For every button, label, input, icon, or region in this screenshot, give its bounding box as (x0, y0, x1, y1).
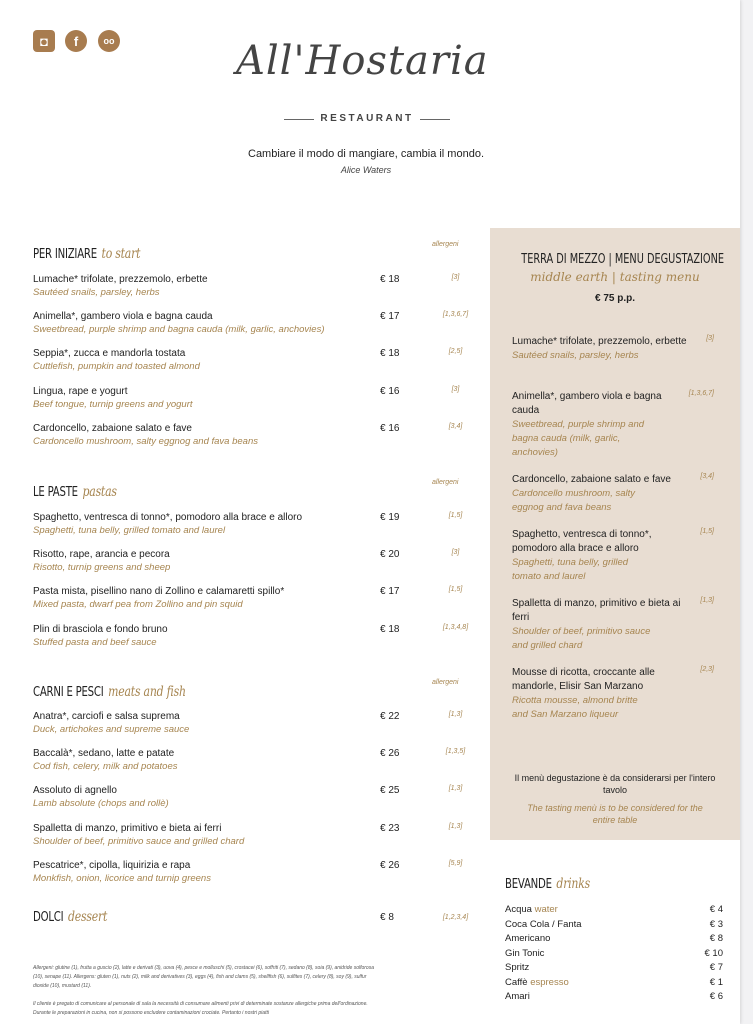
drink-name-it: Coca Cola / Fanta (505, 918, 582, 930)
tasting-dish-allergens: [2,3] (700, 666, 714, 673)
drink-name (505, 962, 529, 973)
quote: Cambiare il modo di mangiare, cambia il mondo. (248, 148, 484, 160)
menu-item (33, 274, 473, 298)
drinks-title: BEVANDE (505, 877, 552, 892)
section-title: LE PASTE (33, 485, 78, 500)
tasting-subtitle: middle earth | tasting menu (530, 270, 700, 284)
dish-allergens: [1,3] (448, 785, 463, 792)
dish-name-en: Cardoncello mushroom, salty eggnog and fava beans (33, 436, 258, 447)
dish-name-en: Risotto, turnip greens and sheep (33, 562, 171, 573)
tasting-dish-it: Lumache* trifolate, prezzemolo, erbette (512, 336, 687, 347)
dish-price: € 18 (380, 348, 400, 359)
logo-subtitle: RESTAURANT (284, 113, 450, 124)
menu-item (33, 386, 473, 410)
dish-allergens: [3] (451, 274, 460, 281)
section-heading (33, 684, 186, 700)
dish-allergens: [1,3,6,7] (442, 311, 469, 318)
dessert-title-en: dessert (68, 909, 108, 925)
drinks-heading (505, 876, 590, 892)
quote-author: Alice Waters (340, 165, 392, 175)
menu-item (33, 785, 473, 809)
dish-allergens: [1,3] (448, 711, 463, 718)
drink-item (505, 977, 723, 988)
drink-name-it: Acqua (505, 904, 532, 915)
dessert-allergens: [1,2,3,4] (442, 914, 469, 921)
drink-name-en: espresso (530, 976, 569, 988)
dish-price: € 18 (380, 274, 400, 285)
dish-name-en: Beef tongue, turnip greens and yogurt (33, 399, 193, 410)
tasting-title: TERRA DI MEZZO | MENU DEGUSTAZIONE (521, 252, 725, 267)
menu-item (33, 549, 473, 573)
allergens-label: allergeni (432, 241, 459, 248)
dessert-price: € 8 (380, 912, 394, 923)
drink-name (505, 904, 558, 915)
dish-name-en: Duck, artichokes and supreme sauce (33, 724, 190, 735)
dish-name-en: Monkfish, onion, licorice and turnip greens (33, 873, 211, 884)
dish-price: € 22 (380, 711, 400, 722)
tasting-dish-en: Spaghetti, tuna belly, grilled tomato and laurel (512, 557, 629, 582)
drinks-title-en: drinks (556, 876, 590, 892)
dish-name-en: Mixed pasta, dwarf pea from Zollino and pin squid (33, 599, 243, 610)
tasting-dish-en: Sautéed snails, parsley, herbs (512, 350, 639, 361)
menu-item (33, 711, 473, 735)
menu-item (33, 586, 473, 610)
dish-price: € 17 (380, 586, 400, 597)
tasting-dish-it: Animella*, gambero viola e bagna cauda (512, 391, 662, 416)
dish-allergens: [1,5] (448, 586, 463, 593)
menu-item (33, 348, 473, 372)
dish-name-en: Lamb absolute (chops and rollè) (33, 798, 169, 809)
dish-price: € 17 (380, 311, 400, 322)
dish-name-it: Spalletta di manzo, primitivo e bieta ai ferri (33, 823, 222, 834)
dessert-title: DOLCI (33, 910, 64, 925)
tasting-item (512, 473, 722, 515)
dish-allergens: [3] (451, 549, 460, 556)
drink-name-it: Amari (505, 991, 530, 1002)
dish-allergens: [5,9] (448, 860, 463, 867)
dish-name-en: Cod fish, celery, milk and potatoes (33, 761, 178, 772)
drink-name-en: water (534, 904, 558, 915)
dish-name-it: Seppia*, zucca e mandorla tostata (33, 348, 186, 359)
dish-allergens: [1,3] (448, 823, 463, 830)
tasting-note-it: Il menù degustazione è da considerarsi per l'intero tavolo (514, 773, 716, 795)
tasting-dish-allergens: [1,5] (700, 528, 714, 535)
dish-name-it: Animella*, gambero viola e bagna cauda (33, 311, 213, 322)
tasting-price: € 75 p.p. (594, 293, 635, 304)
dish-price: € 26 (380, 748, 400, 759)
dish-price: € 20 (380, 549, 400, 560)
drink-price: € 6 (709, 991, 723, 1002)
allergens-label: allergeni (432, 679, 459, 686)
drink-name (505, 991, 530, 1002)
section-title: CARNI E PESCI (33, 685, 104, 700)
dish-price: € 26 (380, 860, 400, 871)
tasting-dish-en: Shoulder of beef, primitivo sauce and grilled chard (512, 626, 651, 651)
section-title-en: to start (101, 246, 141, 262)
menu-item (33, 512, 473, 536)
drink-price: € 10 (704, 947, 723, 959)
tasting-dish-en: Ricotta mousse, almond britte and San Marzano liqueur (512, 695, 638, 720)
dish-name-en: Sautéed snails, parsley, herbs (33, 287, 160, 298)
facebook-icon[interactable]: f (65, 30, 87, 52)
tasting-item (512, 390, 722, 460)
drink-name (505, 977, 569, 988)
drink-price: € 1 (709, 976, 723, 988)
tasting-item (512, 335, 722, 363)
dish-price: € 16 (380, 386, 400, 397)
dish-name-en: Sweetbread, purple shrimp and bagna cauda (milk, garlic, anchovies) (33, 324, 325, 335)
drink-name (505, 948, 544, 959)
tasting-dish-en: Cardoncello mushroom, salty eggnog and fava beans (512, 488, 636, 513)
dish-name-it: Assoluto di agnello (33, 785, 117, 796)
dish-name-it: Lumache* trifolate, prezzemolo, erbette (33, 274, 208, 285)
drink-item (505, 933, 723, 944)
dish-price: € 23 (380, 823, 400, 834)
drink-name-it: Americano (505, 933, 551, 944)
dish-name-it: Plin di brasciola e fondo bruno (33, 624, 168, 635)
section-heading (33, 484, 117, 500)
menu-item (33, 423, 473, 447)
allergens-label: allergeni (432, 479, 459, 486)
tasting-dish-it: Cardoncello, zabaione salato e fave (512, 474, 671, 485)
drink-price: € 7 (709, 962, 723, 973)
drink-item (505, 991, 723, 1002)
drink-item (505, 948, 723, 959)
drink-name-it: Gin Tonic (505, 947, 545, 959)
dessert-heading (33, 909, 107, 925)
menu-item (33, 624, 473, 648)
section-title: PER INIZIARE (33, 247, 97, 262)
dish-name-it: Cardoncello, zabaione salato e fave (33, 423, 192, 434)
drink-name-it: Spritz (505, 962, 530, 973)
drink-item (505, 919, 723, 930)
tasting-note-en: The tasting menù is to be considered for the entire table (527, 803, 703, 825)
restaurant-logo: All'Hostaria (236, 38, 489, 84)
menu-item (33, 823, 473, 847)
dish-allergens: [1,3,5] (445, 748, 466, 755)
instagram-icon[interactable]: ◘ (33, 30, 55, 52)
menu-item (33, 860, 473, 884)
tasting-dish-it: Spalletta di manzo, primitivo e bieta ai ferri (512, 598, 681, 623)
dish-name-it: Pasta mista, pisellino nano di Zollino e calamaretti spillo* (33, 586, 285, 597)
section-heading (33, 246, 140, 262)
tasting-item (512, 597, 722, 653)
section-title-en: meats and fish (108, 684, 186, 700)
dish-allergens: [2,5] (448, 348, 463, 355)
tasting-dish-allergens: [1,3,6,7] (688, 390, 714, 397)
tasting-dish-en: Sweetbread, purple shrimp and bagna cauda (milk, garlic, anchovies) (512, 419, 645, 458)
dish-allergens: [1,3,4,8] (442, 624, 469, 631)
dish-allergens: [1,5] (448, 512, 463, 519)
tasting-item (512, 666, 722, 722)
dish-name-en: Stuffed pasta and beef sauce (33, 637, 157, 648)
dish-name-it: Lingua, rape e yogurt (33, 386, 128, 397)
tasting-dish-allergens: [1,3] (700, 597, 714, 604)
tasting-dish-it: Mousse di ricotta, croccante alle mandorle, Elisir San Marzano (512, 667, 655, 692)
allergens-legend: Allergeni: glutine (1), frutta a guscio (2), latte e derivati (3), uova (4), pesce e molluschi (5), crostacei (6), soffriti (7), sedano (8), soia (9), anidride solforosa (10), senape (11). Allergens: gluten (1), nuts (2), milk and derivatives (3), eggs (4), fish and clams (5), shellfish (6), sulfites (7), celery (8), soy (9), sulfur dioxide (10), mustard (11). (33, 965, 374, 989)
dish-name-it: Pescatrice*, cipolla, liquirizia e rapa (33, 860, 191, 871)
tasting-item (512, 528, 722, 584)
dish-name-it: Baccalà*, sedano, latte e patate (33, 748, 175, 759)
dish-allergens: [3] (451, 386, 460, 393)
section-title-en: pastas (82, 484, 117, 500)
drink-item (505, 962, 723, 973)
drink-name (505, 919, 582, 930)
dish-name-it: Anatra*, carciofi e salsa suprema (33, 711, 180, 722)
menu-item (33, 311, 473, 335)
drink-price: € 3 (709, 918, 723, 930)
menu-item (33, 748, 473, 772)
dish-name-en: Shoulder of beef, primitivo sauce and grilled chard (33, 836, 245, 847)
tasting-dish-it: Spaghetto, ventresca di tonno*, pomodoro alla brace e alloro (512, 529, 652, 554)
tasting-dish-allergens: [3] (706, 335, 714, 342)
drink-price: € 8 (709, 933, 723, 944)
tasting-dish-allergens: [3,4] (700, 473, 714, 480)
dish-name-it: Spaghetto, ventresca di tonno*, pomodoro alla brace e alloro (33, 512, 303, 523)
drink-price: € 4 (709, 904, 723, 915)
dish-name-it: Risotto, rape, arancia e pecora (33, 549, 170, 560)
dish-name-en: Spaghetti, tuna belly, grilled tomato and laurel (33, 525, 226, 536)
dish-allergens: [3,4] (448, 423, 463, 430)
drink-item (505, 904, 723, 915)
allergy-notice: Il cliente è pregato di comunicare al personale di sala la necessità di consumare alimenti privi di determinate sostanze allergiche prima dell'ordinazione. Durante le preparazioni in cucina, non si possono escludere contaminazioni crociate. Pertanto i nostri piatti (33, 1001, 368, 1016)
dish-price: € 25 (380, 785, 400, 796)
dish-name-en: Cuttlefish, pumpkin and toasted almond (33, 361, 200, 372)
dish-price: € 19 (380, 512, 400, 523)
dish-price: € 16 (380, 423, 400, 434)
tripadvisor-icon[interactable]: oo (98, 30, 120, 52)
drink-name-it: Caffè (505, 976, 528, 988)
drink-name (505, 933, 550, 944)
dish-price: € 18 (380, 624, 400, 635)
